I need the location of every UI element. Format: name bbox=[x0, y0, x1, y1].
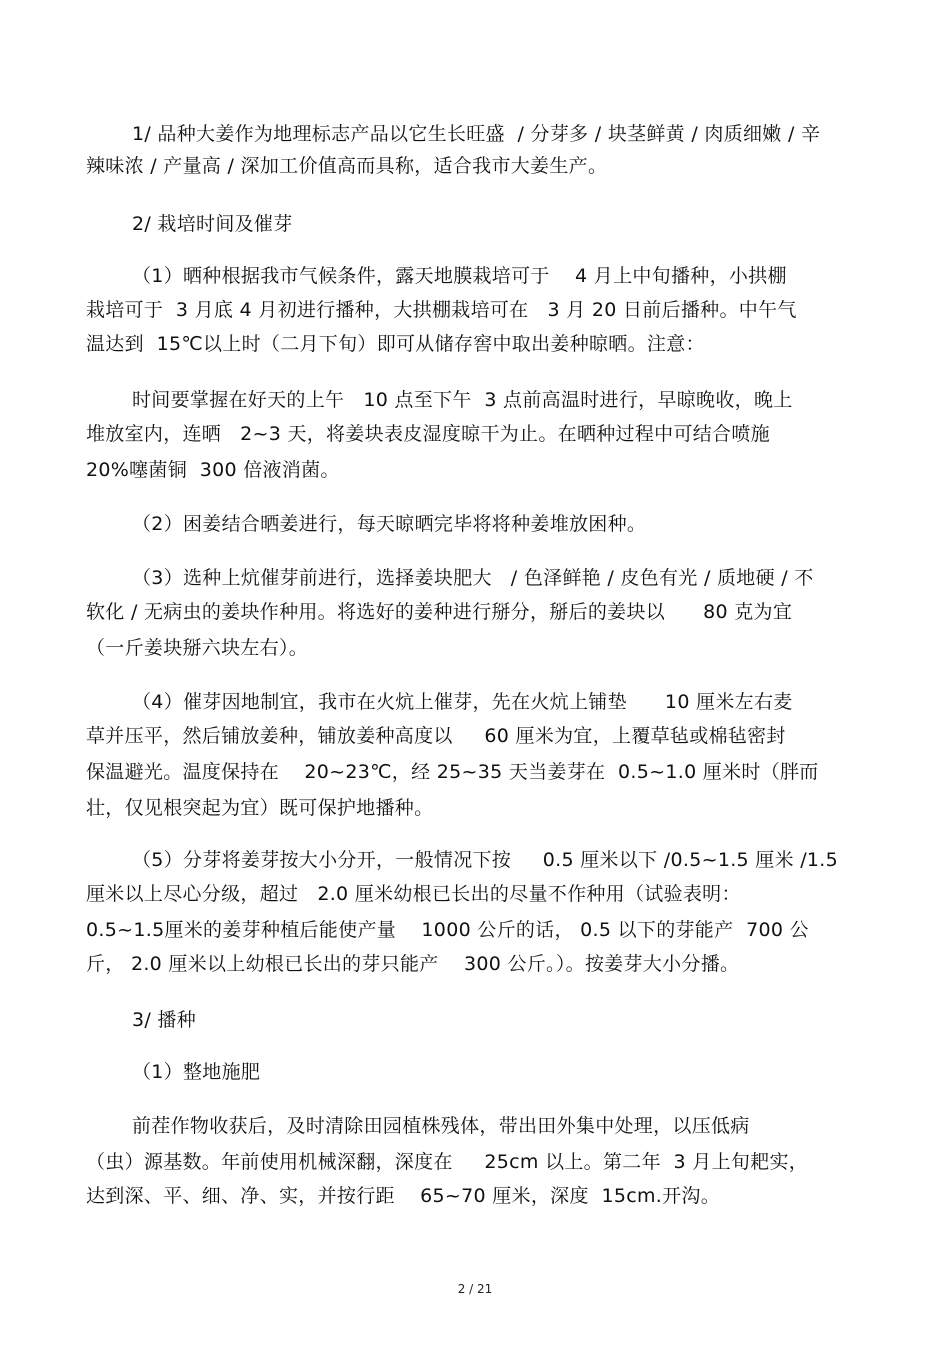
paragraph-6-line-3: （一斤姜块掰六块左右）。 bbox=[86, 637, 309, 659]
paragraph-8-line-1: （5）分芽将姜芽按大小分开，一般情况下按 0.5 厘米以下 /0.5~1.5 厘米 /1.5 bbox=[132, 849, 839, 871]
paragraph-7-line-1: （4）催芽因地制宜，我市在火炕上催芽，先在火炕上铺垫 10 厘米左右麦 bbox=[132, 691, 793, 713]
paragraph-8-line-3: 0.5~1.5厘米的姜芽种植后能使产量 1000 公斤的话， 0.5 以下的芽能产 700 公 bbox=[86, 919, 809, 941]
paragraph-1-line-1: 1/ 品种大姜作为地理标志产品以它生长旺盛 / 分芽多 / 块茎鲜黄 / 肉质细嫩 / 辛 bbox=[132, 123, 821, 145]
paragraph-4-line-2: 堆放室内，连晒 2~3 天，将姜块表皮湿度晾干为止。在晒种过程中可结合喷施 bbox=[86, 423, 770, 445]
section-heading-3: 3/ 播种 bbox=[132, 1009, 197, 1031]
paragraph-7-line-4: 壮，仅见根突起为宜）既可保护地播种。 bbox=[86, 797, 434, 819]
paragraph-8-line-2: 厘米以上尽心分级，超过 2.0 厘米幼根已长出的尽量不作种用（试验表明： bbox=[86, 883, 741, 905]
paragraph-7-line-3: 保温避光。温度保持在 20~23℃，经 25~35 天当姜芽在 0.5~1.0 厘米时（胖而 bbox=[86, 761, 819, 783]
page-number: 2 / 21 bbox=[457, 1282, 493, 1296]
paragraph-4-line-3: 20%噻菌铜 300 倍液消菌。 bbox=[86, 459, 340, 481]
paragraph-6-line-2: 软化 / 无病虫的姜块作种用。将选好的姜种进行掰分，掰后的姜块以 80 克为宜 bbox=[86, 601, 793, 623]
paragraph-7-line-2: 草并压平，然后铺放姜种，铺放姜种高度以 60 厘米为宜，上覆草毡或棉毡密封 bbox=[86, 725, 786, 747]
paragraph-11-line-3: 达到深、平、细、净、实，并按行距 65~70 厘米，深度 15cm.开沟。 bbox=[86, 1185, 721, 1207]
paragraph-3-line-2: 栽培可于 3 月底 4 月初进行播种，大拱棚栽培可在 3 月 20 日前后播种。中午气 bbox=[86, 299, 797, 321]
section-heading-2: 2/ 栽培时间及催芽 bbox=[132, 213, 293, 235]
paragraph-8-line-4: 斤， 2.0 厘米以上幼根已长出的芽只能产 300 公斤。）。按姜芽大小分播。 bbox=[86, 953, 740, 975]
subheading-land-prep: （1）整地施肥 bbox=[132, 1061, 261, 1083]
paragraph-5-line-1: （2）困姜结合晒姜进行，每天晾晒完毕将将种姜堆放困种。 bbox=[132, 513, 647, 535]
paragraph-1-line-2: 辣味浓 / 产量高 / 深加工价值高而具称，适合我市大姜生产。 bbox=[86, 155, 608, 177]
paragraph-11-line-2: （虫）源基数。年前使用机械深翻，深度在 25cm 以上。第二年 3 月上旬耙实， bbox=[86, 1151, 809, 1173]
paragraph-4-line-1: 时间要掌握在好天的上午 10 点至下午 3 点前高温时进行，早晾晚收，晚上 bbox=[132, 389, 793, 411]
paragraph-3-line-3: 温达到 15℃以上时（二月下旬）即可从储存窖中取出姜种晾晒。注意： bbox=[86, 333, 705, 355]
paragraph-3-line-1: （1）晒种根据我市气候条件，露天地膜栽培可于 4 月上中旬播种，小拱棚 bbox=[132, 265, 787, 287]
paragraph-11-line-1: 前茬作物收获后，及时清除田园植株残体，带出田外集中处理，以压低病 bbox=[132, 1115, 750, 1137]
paragraph-6-line-1: （3）选种上炕催芽前进行，选择姜块肥大 / 色泽鲜艳 / 皮色有光 / 质地硬 / 不 bbox=[132, 567, 814, 589]
